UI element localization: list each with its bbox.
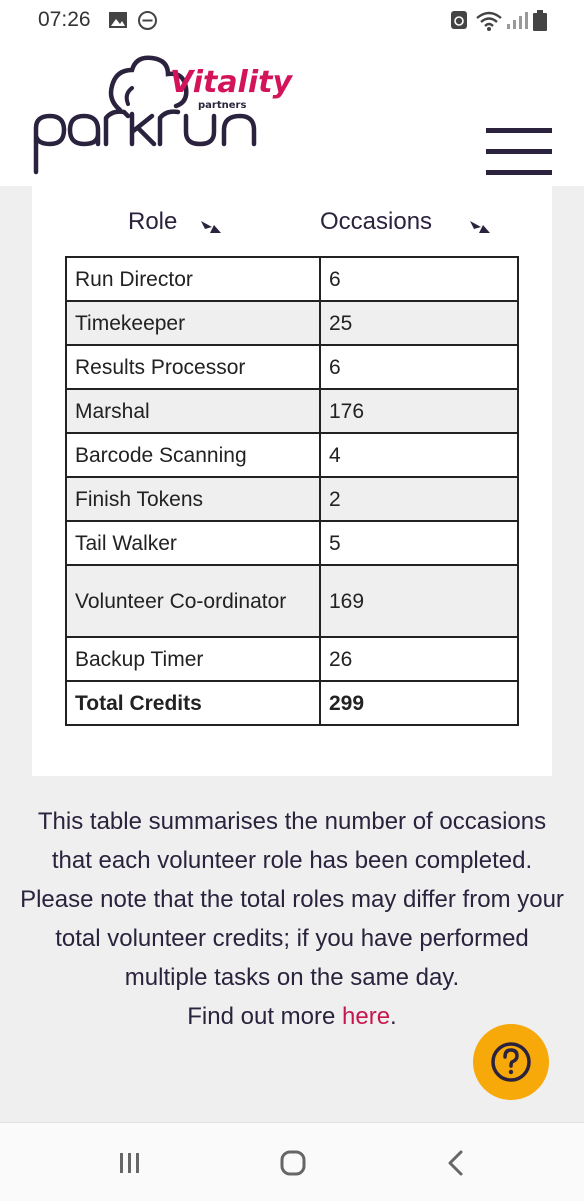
role-cell: Timekeeper	[66, 301, 320, 345]
gallery-icon	[108, 10, 128, 30]
dnd-icon	[137, 10, 158, 31]
volunteer-roles-table	[65, 256, 519, 726]
here-link[interactable]: here	[342, 1003, 391, 1030]
occasions-column-header[interactable]: Occasions	[320, 208, 433, 235]
table-row	[66, 637, 518, 681]
help-button[interactable]	[473, 1024, 549, 1100]
role-cell: Marshal	[66, 389, 320, 433]
occasions-cell: 26	[320, 637, 518, 681]
find-out-more-suffix: .	[390, 1003, 397, 1030]
occasions-cell: 5	[320, 521, 518, 565]
site-header	[0, 40, 584, 186]
occasions-cell: 25	[320, 301, 518, 345]
table-row	[66, 521, 518, 565]
recent-apps-icon[interactable]	[118, 1151, 142, 1175]
table-row	[66, 389, 518, 433]
table-explanation	[20, 802, 564, 1036]
role-cell: Backup Timer	[66, 637, 320, 681]
parkrun-logo-graphic	[28, 50, 293, 176]
total-value-cell: 299	[320, 681, 518, 725]
home-icon[interactable]	[279, 1149, 307, 1177]
table-row	[66, 301, 518, 345]
partners-label: partners	[198, 100, 247, 111]
sort-role-icon[interactable]	[200, 220, 222, 234]
vitality-wordmark: Vitality	[170, 65, 293, 100]
find-out-more-text: Find out more	[187, 1003, 342, 1030]
role-column-header[interactable]: Role	[128, 208, 178, 235]
occasions-cell: 6	[320, 257, 518, 301]
system-navigation-bar	[0, 1122, 584, 1201]
occasions-cell: 169	[320, 565, 518, 637]
status-bar	[0, 0, 584, 40]
total-row	[66, 681, 518, 725]
role-cell: Run Director	[66, 257, 320, 301]
role-cell: Volunteer Co-ordinator	[66, 565, 320, 637]
volunteer-summary-card	[32, 186, 552, 776]
wifi-icon	[475, 10, 503, 32]
note-credits-text: Please note that the total roles may differ from your total volunteer credits; if you have performed multiple tasks on the same day.	[20, 886, 564, 991]
role-cell: Barcode Scanning	[66, 433, 320, 477]
table-row	[66, 433, 518, 477]
occasions-cell: 4	[320, 433, 518, 477]
status-time: 07:26	[38, 8, 91, 31]
occasions-cell: 2	[320, 477, 518, 521]
sort-occasions-icon[interactable]	[469, 220, 491, 234]
occasions-cell: 176	[320, 389, 518, 433]
occasions-cell: 6	[320, 345, 518, 389]
menu-bar-bottom	[486, 170, 552, 175]
question-icon	[473, 1024, 549, 1100]
back-icon[interactable]	[446, 1149, 466, 1177]
recycle-icon	[450, 10, 468, 30]
table-row	[66, 345, 518, 389]
signal-icon	[506, 10, 528, 30]
role-cell: Finish Tokens	[66, 477, 320, 521]
table-row	[66, 477, 518, 521]
note-summary-text: This table summarises the number of occasions that each volunteer role has been completed.	[37, 808, 547, 874]
parkrun-logo[interactable]	[28, 50, 293, 176]
role-cell: Tail Walker	[66, 521, 320, 565]
battery-icon	[532, 10, 548, 32]
menu-bar-top	[486, 128, 552, 133]
table-row	[66, 565, 518, 637]
role-cell: Results Processor	[66, 345, 320, 389]
menu-bar-middle	[486, 149, 552, 154]
total-label-cell: Total Credits	[66, 681, 320, 725]
table-row	[66, 257, 518, 301]
menu-button[interactable]	[486, 128, 552, 176]
